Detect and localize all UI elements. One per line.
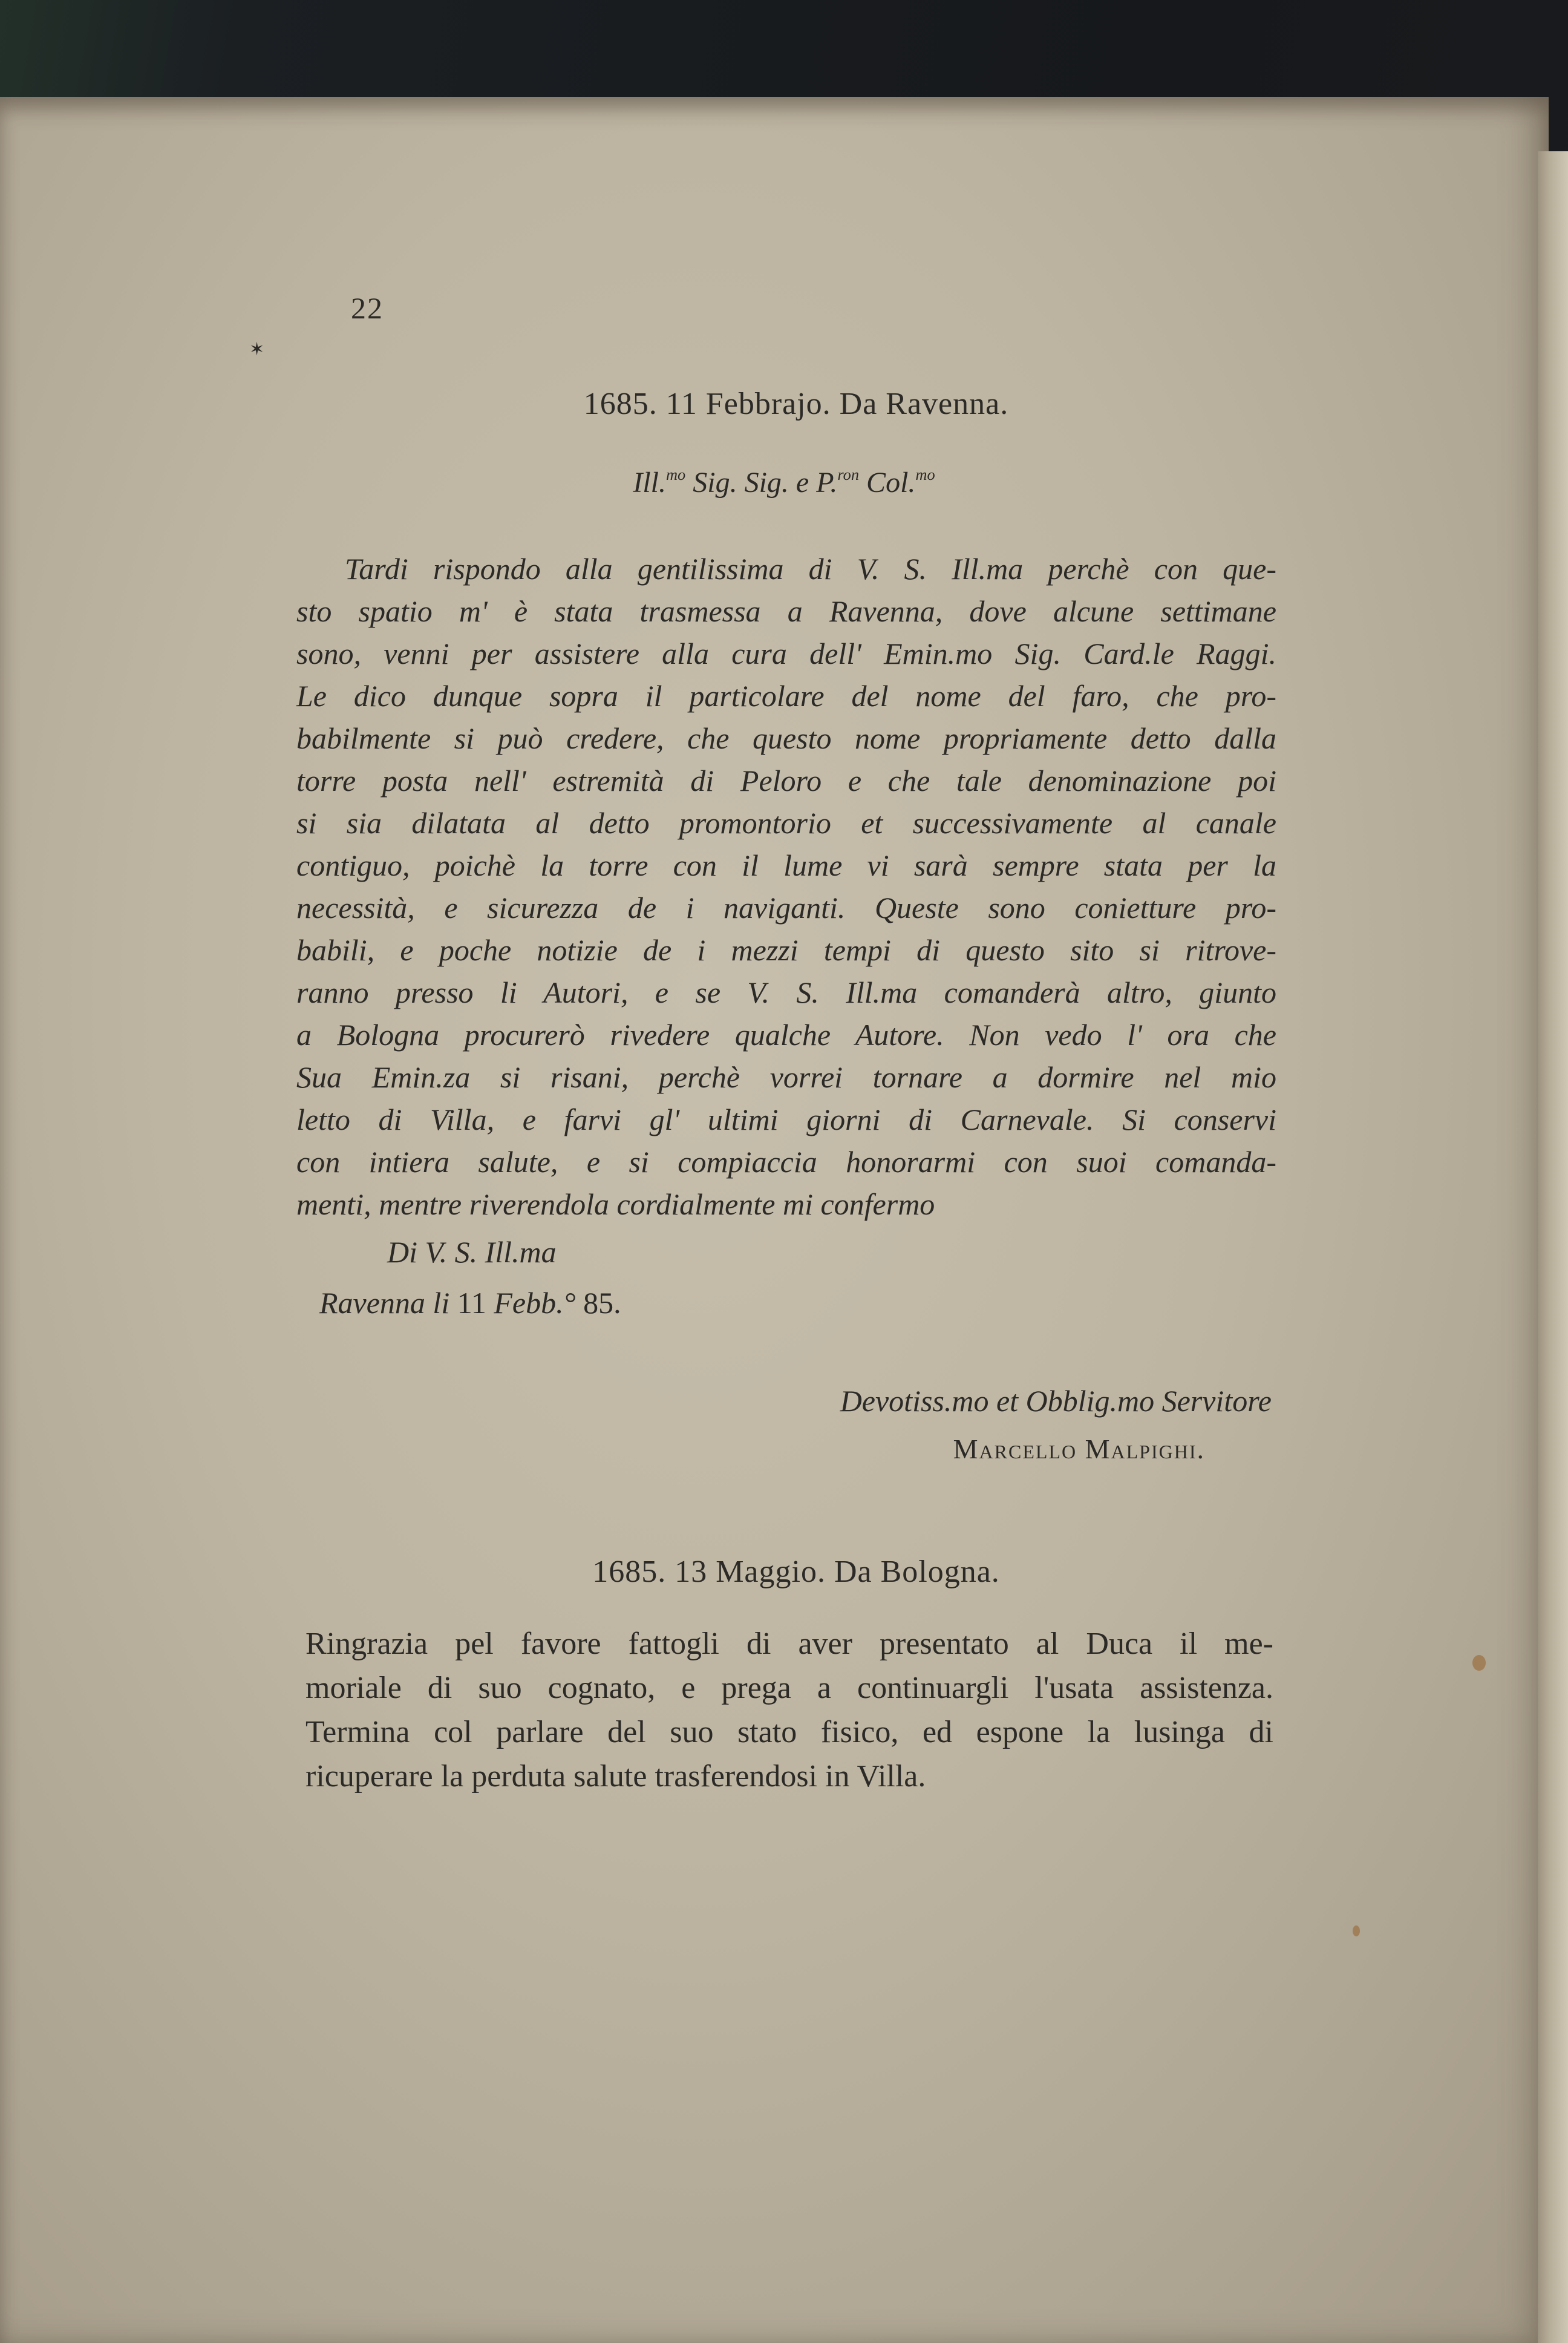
page-number: 22 xyxy=(351,291,384,325)
paper-stain xyxy=(1353,1925,1360,1936)
letter-line: a Bologna procurerò rivedere qualche Autore. Non vedo l' ora che xyxy=(296,1018,1276,1052)
letter-signoff: Devotiss.mo et Obblig.mo Servitore xyxy=(840,1384,1272,1418)
entry-heading: 1685. 13 Maggio. Da Bologna. xyxy=(592,1555,1000,1589)
letter-line: babili, e poche notizie de i mezzi tempi di questo sito si ritrove- xyxy=(296,933,1276,967)
letter-line: ranno presso li Autori, e se V. S. Ill.ma comanderà altro, giunto xyxy=(296,975,1276,1009)
letter-line: Sua Emin.za si risani, perchè vorrei tornare a dormire nel mio xyxy=(296,1060,1276,1094)
letter-line: babilmente si può credere, che questo nome propriamente detto dalla xyxy=(296,721,1276,755)
margin-mark: ✶ xyxy=(249,339,265,359)
entry-summary xyxy=(305,1622,1273,1798)
letter-line: necessità, e sicurezza de i naviganti. Queste sono conietture pro- xyxy=(296,891,1276,925)
paper-stain xyxy=(1472,1655,1486,1671)
letter-dateline: Ravenna li 11 Febb.° 85. xyxy=(319,1286,621,1320)
entry-heading: 1685. 11 Febbrajo. Da Ravenna. xyxy=(583,387,1009,421)
summary-line: Ringrazia pel favore fattogli di aver presentato al Duca il me- xyxy=(305,1627,1273,1661)
letter-body xyxy=(296,548,1276,1225)
letter-line: contiguo, poichè la torre con il lume vi sarà sempre stata per la xyxy=(296,848,1276,882)
letter-line: menti, mentre riverendola cordialmente mi confermo xyxy=(296,1187,935,1221)
letter-line: Tardi rispondo alla gentilissima di V. S. Ill.ma perchè con que- xyxy=(345,552,1276,586)
summary-line: moriale di suo cognato, e prega a continuargli l'usata assistenza. xyxy=(305,1671,1273,1705)
letter-line: si sia dilatata al detto promontorio et successivamente al canale xyxy=(296,806,1276,840)
salutation: Ill.$^{mo}$ Sig. Sig. e P.$^{ron}$ Col.$^{mo}$ xyxy=(633,465,935,499)
letter-line: sono, venni per assistere alla cura dell' Emin.mo Sig. Card.le Raggi. xyxy=(296,637,1276,670)
letter-line: con intiera salute, e si compiaccia honorarmi con suoi comanda- xyxy=(296,1145,1276,1179)
letter-closing: Di V. S. Ill.ma xyxy=(387,1235,557,1269)
letter-line: Le dico dunque sopra il particolare del nome del faro, che pro- xyxy=(296,679,1276,713)
letter-line: letto di Villa, e farvi gl' ultimi giorni di Carnevale. Si conservi xyxy=(296,1103,1276,1136)
letter-signer: Marcello Malpighi. xyxy=(953,1434,1205,1464)
letter-line: sto spatio m' è stata trasmessa a Ravenna, dove alcune settimane xyxy=(296,594,1276,628)
summary-line: ricuperare la perduta salute trasferendosi in Villa. xyxy=(305,1759,926,1794)
summary-line: Termina col parlare del suo stato fisico, ed espone la lusinga di xyxy=(305,1715,1273,1749)
letter-line: torre posta nell' estremità di Peloro e che tale denominazione poi xyxy=(296,764,1276,798)
